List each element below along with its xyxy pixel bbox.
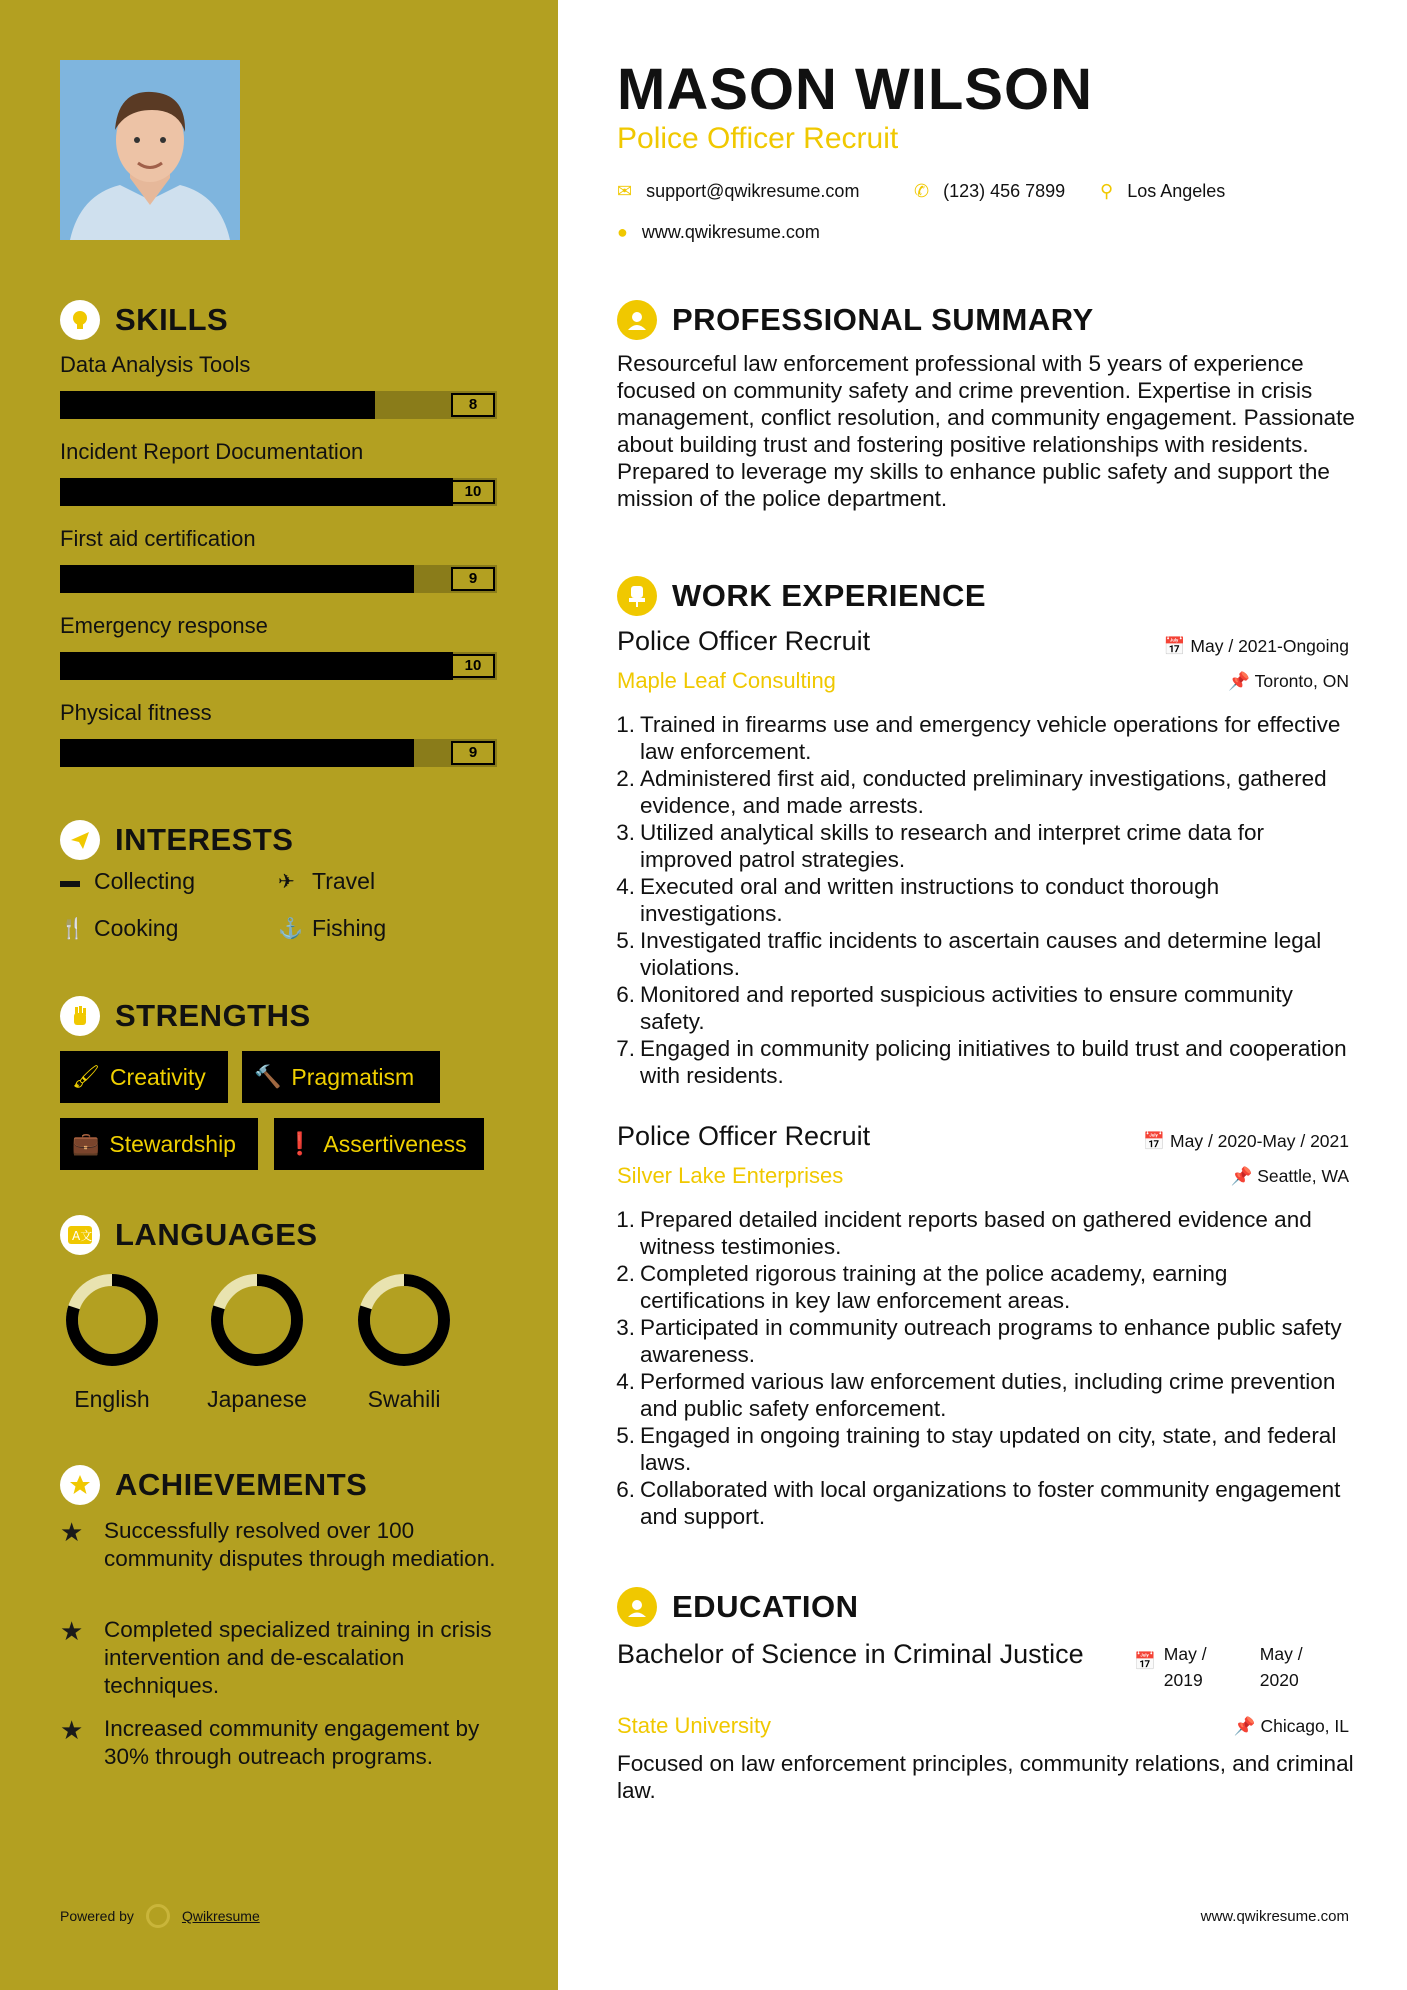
archive-icon: ▬ bbox=[60, 870, 80, 892]
powered-by-label: Powered by bbox=[60, 1908, 134, 1924]
strengths-heading bbox=[60, 996, 311, 1036]
bullet-text: Collaborated with local organizations to foster community engagement and support. bbox=[640, 1477, 1341, 1529]
bullet-text: Engaged in ongoing training to stay updated on city, state, and federal laws. bbox=[640, 1423, 1337, 1475]
graduate-icon bbox=[617, 1587, 657, 1627]
paper-plane-icon bbox=[60, 820, 100, 860]
brush-icon: 🖌 bbox=[72, 1064, 100, 1089]
achievement-item bbox=[60, 1715, 500, 1771]
bullet-number: 4. bbox=[616, 1369, 635, 1394]
skill-name: Emergency response bbox=[60, 613, 268, 638]
education-dates bbox=[1134, 1641, 1320, 1693]
language-icon bbox=[60, 1215, 100, 1255]
interest-label: Collecting bbox=[94, 868, 195, 894]
education-heading bbox=[617, 1587, 858, 1627]
bullet-number: 2. bbox=[616, 1261, 635, 1286]
language-donut bbox=[209, 1272, 305, 1373]
strength-label: Assertiveness bbox=[323, 1130, 467, 1157]
strength-chip-stewardship bbox=[60, 1118, 258, 1170]
location-text: Los Angeles bbox=[1127, 181, 1226, 201]
work-heading bbox=[617, 576, 986, 616]
interests-heading bbox=[60, 820, 293, 860]
skills-heading bbox=[60, 300, 228, 340]
calendar-icon: 📅 bbox=[1143, 1131, 1166, 1151]
candidate-name: MASON WILSON bbox=[617, 57, 1093, 122]
skill-name: Physical fitness bbox=[60, 700, 212, 725]
skill-bar-fill bbox=[60, 652, 453, 680]
job-bullet bbox=[610, 873, 1350, 927]
job-1-bullets bbox=[610, 711, 1350, 1089]
language-donut bbox=[64, 1272, 160, 1373]
exclamation-icon: ❗ bbox=[286, 1131, 314, 1156]
job-bullet bbox=[610, 1206, 1350, 1260]
bullet-text: Trained in firearms use and emergency vehicle operations for effective law enforcement. bbox=[640, 712, 1341, 764]
skill-bar-fill bbox=[60, 565, 414, 593]
powered-by bbox=[60, 1904, 260, 1928]
skill-level-badge: 9 bbox=[451, 567, 495, 591]
contact-website bbox=[617, 222, 820, 243]
skill-bar-fill bbox=[60, 391, 375, 419]
skill-level-badge: 10 bbox=[451, 654, 495, 678]
star-badge-icon bbox=[60, 1465, 100, 1505]
envelope-icon: ✉ bbox=[617, 181, 633, 201]
interest-fishing bbox=[278, 915, 386, 942]
contact-email bbox=[617, 181, 859, 202]
bullet-number: 2. bbox=[616, 766, 635, 791]
calendar-icon: 📅 bbox=[1163, 636, 1186, 656]
star-icon: ★ bbox=[60, 1715, 84, 1745]
job-bullet bbox=[610, 1422, 1350, 1476]
job-1-dates-text: May / 2021-Ongoing bbox=[1190, 636, 1349, 656]
job-1-title: Police Officer Recruit bbox=[617, 626, 871, 656]
achievement-text: Successfully resolved over 100 community disputes through mediation. bbox=[104, 1518, 496, 1571]
skills-title: SKILLS bbox=[115, 302, 229, 337]
achievement-item bbox=[60, 1517, 500, 1573]
interest-label: Cooking bbox=[94, 915, 179, 941]
briefcase-icon: 💼 bbox=[72, 1131, 100, 1156]
footer-url[interactable]: www.qwikresume.com bbox=[1200, 1908, 1349, 1925]
bullet-number: 6. bbox=[616, 982, 635, 1007]
bullet-number: 5. bbox=[616, 1423, 635, 1448]
job-1-location bbox=[1228, 671, 1349, 692]
work-title: WORK EXPERIENCE bbox=[672, 578, 987, 613]
contact-location bbox=[1100, 181, 1225, 202]
achievement-item bbox=[60, 1616, 500, 1700]
education-school: State University bbox=[617, 1713, 772, 1738]
education-location-text: Chicago, IL bbox=[1260, 1716, 1349, 1736]
skill-bar-fill bbox=[60, 739, 414, 767]
user-icon bbox=[617, 300, 657, 340]
job-bullet bbox=[610, 1260, 1350, 1314]
strength-label: Pragmatism bbox=[291, 1063, 415, 1090]
bullet-number: 4. bbox=[616, 874, 635, 899]
interest-collecting bbox=[60, 868, 195, 895]
bullet-number: 1. bbox=[616, 712, 635, 737]
qwikresume-logo-icon bbox=[146, 1904, 170, 1928]
chair-icon bbox=[617, 576, 657, 616]
hand-icon bbox=[60, 996, 100, 1036]
skill-bar bbox=[60, 478, 497, 506]
education-end: May / 2020 bbox=[1259, 1644, 1303, 1690]
skill-name: First aid certification bbox=[60, 526, 256, 551]
email-text[interactable]: support@qwikresume.com bbox=[646, 181, 860, 201]
bullet-number: 7. bbox=[616, 1036, 635, 1061]
job-2-title: Police Officer Recruit bbox=[617, 1121, 871, 1151]
strength-label: Creativity bbox=[109, 1063, 206, 1090]
language-name: Swahili bbox=[367, 1386, 441, 1412]
bullet-text: Monitored and reported suspicious activities to ensure community safety. bbox=[640, 982, 1293, 1034]
bullet-number: 3. bbox=[616, 820, 635, 845]
job-bullet bbox=[610, 927, 1350, 981]
bullet-number: 3. bbox=[616, 1315, 635, 1340]
achievements-heading bbox=[60, 1465, 367, 1505]
job-2-location bbox=[1231, 1166, 1349, 1187]
globe-icon: ● bbox=[617, 222, 628, 242]
job-1-location-text: Toronto, ON bbox=[1254, 671, 1349, 691]
interest-cooking bbox=[60, 915, 178, 942]
job-1-dates bbox=[1164, 636, 1349, 657]
star-icon: ★ bbox=[60, 1616, 84, 1646]
job-1-company: Maple Leaf Consulting bbox=[617, 668, 836, 693]
job-bullet bbox=[610, 1314, 1350, 1368]
skill-bar bbox=[60, 652, 497, 680]
bullet-text: Engaged in community policing initiatives to build trust and cooperation with residents. bbox=[640, 1036, 1347, 1088]
job-2-bullets bbox=[610, 1206, 1350, 1530]
pin-icon: 📌 bbox=[1233, 1716, 1256, 1736]
bullet-text: Completed rigorous training at the police academy, earning certifications in key law enforcement areas. bbox=[640, 1261, 1228, 1313]
job-bullet bbox=[610, 1035, 1350, 1089]
skill-level-badge: 10 bbox=[451, 480, 495, 504]
strengths-title: STRENGTHS bbox=[115, 998, 311, 1033]
job-bullet bbox=[610, 1476, 1350, 1530]
job-bullet bbox=[610, 1368, 1350, 1422]
pin-icon: 📌 bbox=[1228, 671, 1251, 691]
anchor-icon: ⚓ bbox=[278, 918, 303, 940]
achievement-text: Increased community engagement by 30% through outreach programs. bbox=[104, 1716, 480, 1769]
bullet-number: 1. bbox=[616, 1207, 635, 1232]
strength-chip-assertiveness bbox=[274, 1118, 484, 1170]
summary-heading bbox=[617, 300, 1094, 340]
skill-level-badge: 8 bbox=[451, 393, 495, 417]
summary-text: Resourceful law enforcement professional with 5 years of experience focused on community safety and crime prevention. Expertise in crisis management, conflict resolution, and community engagement. Passionate about building trust and fostering positive relationships with residents. Prepared to leverage my skills to enhance public safety and support the mission of the police department. bbox=[617, 351, 1355, 511]
job-bullet bbox=[610, 711, 1350, 765]
skill-level-badge: 9 bbox=[451, 741, 495, 765]
lightbulb-icon bbox=[60, 300, 100, 340]
plane-icon: ✈ bbox=[278, 871, 295, 893]
interest-label: Fishing bbox=[312, 915, 387, 941]
skill-bar bbox=[60, 391, 497, 419]
skill-name: Incident Report Documentation bbox=[60, 439, 364, 464]
star-icon: ★ bbox=[60, 1517, 84, 1547]
language-name: English bbox=[74, 1386, 150, 1412]
contact-phone bbox=[914, 181, 1065, 202]
website-text[interactable]: www.qwikresume.com bbox=[641, 222, 820, 242]
pin-icon: 📌 bbox=[1230, 1166, 1253, 1186]
job-bullet bbox=[610, 981, 1350, 1035]
job-bullet bbox=[610, 765, 1350, 819]
language-name: Japanese bbox=[207, 1386, 307, 1412]
bullet-number: 6. bbox=[616, 1477, 635, 1502]
bullet-text: Administered first aid, conducted preliminary investigations, gathered evidence, and made arrests. bbox=[640, 766, 1327, 818]
summary-title: PROFESSIONAL SUMMARY bbox=[672, 302, 1094, 337]
utensils-icon: 🍴 bbox=[60, 918, 85, 940]
job-2-dates bbox=[1143, 1131, 1349, 1152]
profile-photo bbox=[60, 60, 240, 240]
education-start: May / 2019 bbox=[1163, 1644, 1207, 1690]
strength-label: Stewardship bbox=[109, 1130, 236, 1157]
languages-title: LANGUAGES bbox=[115, 1217, 318, 1252]
bullet-number: 5. bbox=[616, 928, 635, 953]
job-2-dates-text: May / 2020-May / 2021 bbox=[1170, 1131, 1349, 1151]
skill-name: Data Analysis Tools bbox=[60, 352, 251, 377]
phone-icon: ✆ bbox=[914, 181, 930, 201]
education-description: Focused on law enforcement principles, community relations, and criminal law. bbox=[617, 1751, 1354, 1803]
job-2-location-text: Seattle, WA bbox=[1257, 1166, 1349, 1186]
bullet-text: Prepared detailed incident reports based on gathered evidence and witness testimonies. bbox=[640, 1207, 1312, 1259]
education-location bbox=[1234, 1716, 1349, 1737]
interest-label: Travel bbox=[312, 868, 376, 894]
sidebar bbox=[0, 0, 558, 1990]
achievement-text: Completed specialized training in crisis intervention and de-escalation techniques. bbox=[104, 1617, 492, 1698]
job-2-company: Silver Lake Enterprises bbox=[617, 1163, 844, 1188]
skill-bar bbox=[60, 565, 497, 593]
strength-chip-pragmatism bbox=[242, 1051, 440, 1103]
strength-chip-creativity bbox=[60, 1051, 228, 1103]
job-bullet bbox=[610, 819, 1350, 873]
skill-bar-fill bbox=[60, 478, 453, 506]
bullet-text: Participated in community outreach programs to enhance public safety awareness. bbox=[640, 1315, 1342, 1367]
map-pin-icon: ⚲ bbox=[1100, 181, 1114, 201]
achievements-title: ACHIEVEMENTS bbox=[115, 1467, 368, 1502]
skill-bar bbox=[60, 739, 497, 767]
calendar-icon: 📅 bbox=[1134, 1651, 1156, 1671]
qwikresume-link[interactable]: Qwikresume bbox=[181, 1908, 260, 1924]
bullet-text: Performed various law enforcement duties, including crime prevention and public safety enforcement. bbox=[640, 1369, 1336, 1421]
bullet-text: Executed oral and written instructions to conduct thorough investigations. bbox=[640, 874, 1220, 926]
svg-text:A文: A文 bbox=[72, 1229, 92, 1243]
bullet-text: Investigated traffic incidents to ascertain causes and determine legal violations. bbox=[640, 928, 1322, 980]
phone-text[interactable]: (123) 456 7899 bbox=[943, 181, 1066, 201]
bullet-text: Utilized analytical skills to research and interpret crime data for improved patrol strategies. bbox=[640, 820, 1265, 872]
languages-heading bbox=[60, 1215, 318, 1255]
gavel-icon: 🔨 bbox=[254, 1064, 282, 1089]
degree-title: Bachelor of Science in Criminal Justice bbox=[617, 1639, 1084, 1669]
interests-title: INTERESTS bbox=[115, 822, 294, 857]
candidate-title: Police Officer Recruit bbox=[617, 122, 899, 155]
interest-travel bbox=[278, 868, 375, 895]
education-title: EDUCATION bbox=[672, 1589, 859, 1624]
language-donut bbox=[356, 1272, 452, 1373]
